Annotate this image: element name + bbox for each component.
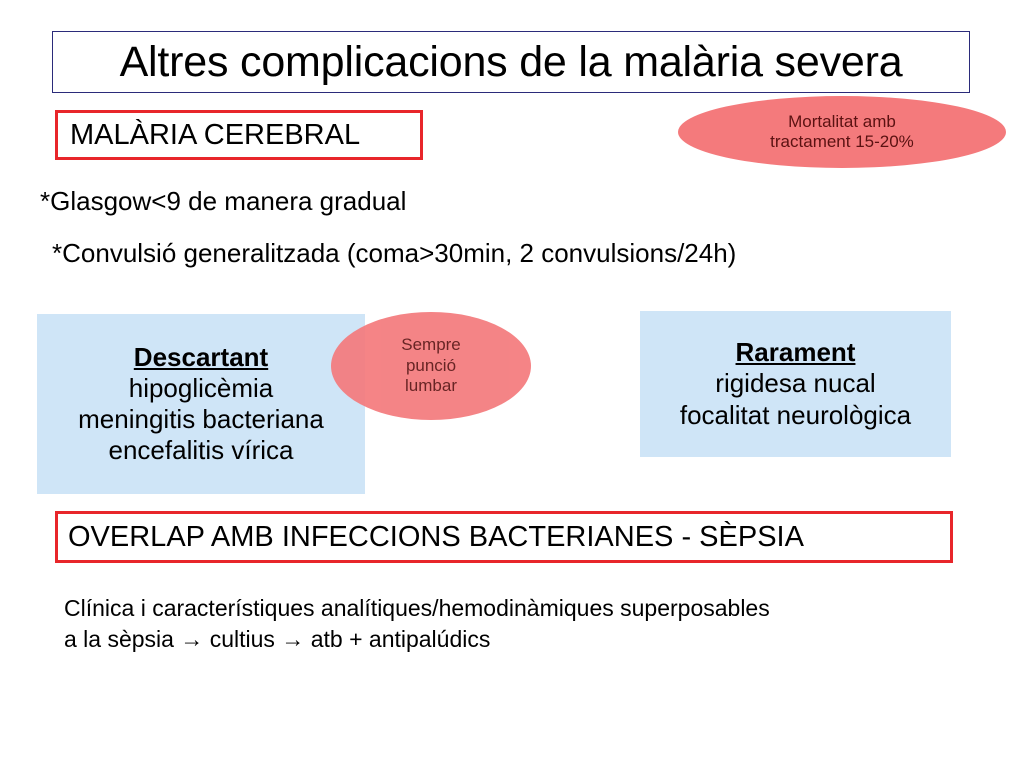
overlap-heading: OVERLAP AMB INFECCIONS BACTERIANES - SÈPSIA: [68, 520, 804, 553]
cerebral-heading: MALÀRIA CEREBRAL: [70, 118, 361, 151]
puncio-lumbar-ellipse: [331, 312, 531, 420]
rarament-heading: Rarament: [735, 337, 856, 368]
mortality-line-1: Mortalitat amb: [788, 111, 896, 131]
sepsis-line-2: a la sèpsia → cultius → atb + antipalúdics: [64, 626, 491, 653]
mortality-line-2: tractament 15-20%: [770, 132, 914, 151]
puncio-line: punció: [405, 355, 457, 375]
descartant-heading: Descartant: [133, 341, 269, 372]
descartant-item: meningitis bacteriana: [78, 404, 324, 434]
puncio-line: lumbar: [405, 376, 457, 396]
mortality-ellipse: [678, 96, 1006, 168]
rarament-panel: [640, 311, 951, 457]
glasgow-criterion: *Glasgow<9 de manera gradual: [40, 186, 407, 216]
puncio-line: Sempre: [401, 335, 461, 355]
descartant-item: encefalitis vírica: [108, 435, 294, 466]
descartant-item: hipoglicèmia: [128, 372, 274, 403]
rarament-item: rigidesa nucal: [715, 368, 876, 399]
descartant-panel: [37, 314, 365, 494]
rarament-item: focalitat neurològica: [679, 399, 912, 430]
sepsis-description: [64, 593, 770, 655]
cerebral-heading-box: [55, 110, 423, 160]
sepsis-line-1: Clínica i característiques analítiques/hemodinàmiques superposables: [64, 595, 770, 621]
slide-title: [52, 31, 970, 93]
convulsion-criterion: *Convulsió generalitzada (coma>30min, 2 convulsions/24h): [52, 238, 737, 268]
overlap-heading-box: [55, 511, 953, 563]
slide-title-text: Altres complicacions de la malària severa: [119, 37, 903, 86]
